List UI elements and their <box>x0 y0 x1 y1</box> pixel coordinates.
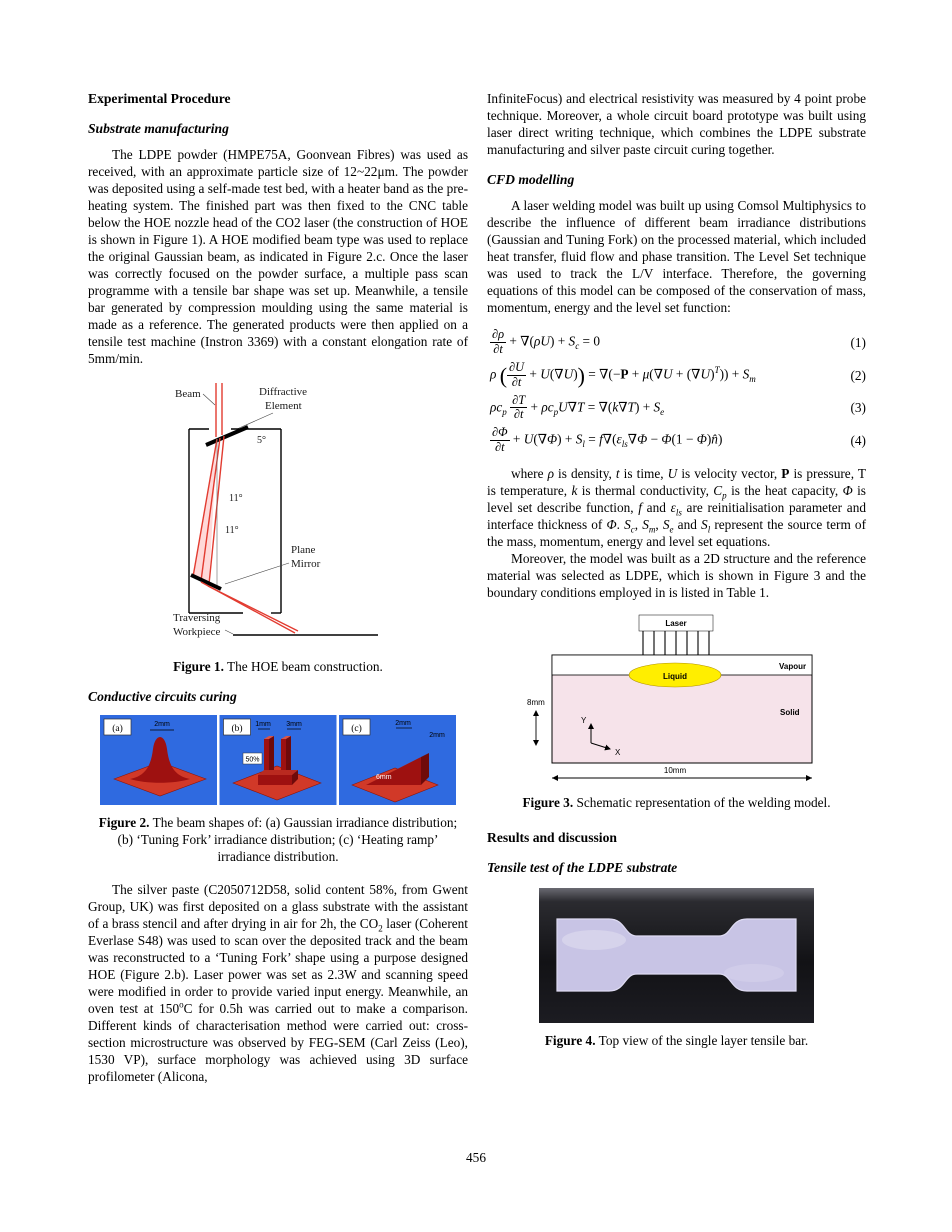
leader-line-mirror <box>225 563 289 584</box>
label-axis-x: X <box>614 748 620 758</box>
equation-1-body: $\frac{\partial\rho}{\partial t}$ + $\nabla(\rho U) + S_c = 0$ <box>492 327 600 356</box>
figure-3-welding-model <box>487 613 866 789</box>
leader-line-diffractive <box>237 413 273 429</box>
equation-3 <box>487 394 866 423</box>
figure-2-caption-label: Figure 2. <box>98 815 150 830</box>
equation-3-body: $\rho c_p$ $\frac{\partial T}{\partial t}$ + $\rho c_pU\nabla T = \nabla(k\nabla T) + S_e$ <box>490 392 665 422</box>
equation-1 <box>487 328 866 357</box>
subheading-conductive-circuits-curing: Conductive circuits curing <box>88 689 237 704</box>
figure-2-caption-text: The beam shapes of: (a) Gaussian irradiance distribution; (b) ‘Tuning Fork’ irradiance distribution; (c) ‘Heating ramp’ irradiance distribution. <box>117 815 458 864</box>
para-cfd-model: A laser welding model was built up using Comsol Multiphysics to describe the influence of different beam irradiance distributions (Gaussian and Tuning Fork) on the processed material, which included heat transfer, fluid flow and phase transition. The Level Set technique was used to track the L/V interface. Therefore, the governing equations of this model can be composed of the conservation of mass, momentum, energy and the level set function: <box>487 198 866 315</box>
left-column <box>88 90 468 1085</box>
panel-c-dim-2mm-a: 2mm <box>395 720 411 727</box>
label-traversing: Traversing <box>173 612 221 624</box>
dim-8mm-arrow <box>533 710 539 746</box>
panel-c-dim-2mm-b: 2mm <box>429 732 445 739</box>
diverging-beam-fan <box>193 436 224 586</box>
para-moreover: Moreover, the model was built as a 2D structure and the reference material was selected as LDPE, which is shown in Figure 3 and the boundary conditions employed in is listed in Table 1. <box>487 551 866 601</box>
label-angle-11a: 11° <box>229 493 243 504</box>
panel-b-label: (b) <box>231 724 243 734</box>
para-where-definitions: where ρ is density, t is time, U is velocity vector, P is pressure, T is temperature, k is thermal conductivity, $C_p$ is the heat capacity, Φ is level set describe function, f and $\varepsilon_{ls}$ are reinitialisation parameter and interface thickness of Φ. $S_c$, $S_m$, $S_e$ and $S_l$ represent the source term of the mass, momentum, energy and level set equations. <box>487 466 866 550</box>
page-number: 456 <box>466 1150 486 1165</box>
label-angle-11b: 11° <box>225 525 239 536</box>
label-workpiece: Workpiece <box>173 626 221 638</box>
dim-10mm-arrow <box>552 775 812 781</box>
subheading-substrate-manufacturing: Substrate manufacturing <box>88 121 229 136</box>
figure-4-tensile-bar-photo <box>487 888 866 1027</box>
panel-b-dim-3mm: 3mm <box>286 721 302 728</box>
equation-4 <box>487 426 866 455</box>
label-diffractive: Diffractive <box>259 386 308 398</box>
dim-8mm: 8mm <box>526 698 545 708</box>
leader-line-workpiece <box>225 630 233 634</box>
label-vapour: Vapour <box>778 662 806 672</box>
incoming-beam-lines <box>216 383 222 437</box>
figure-1-caption-label: Figure 1. <box>173 659 224 674</box>
dim-10mm: 10mm <box>663 766 686 776</box>
equation-4-number: (4) <box>850 433 866 449</box>
beam-shapes-image <box>100 715 456 805</box>
subheading-cfd-modelling: CFD modelling <box>487 172 575 187</box>
label-axis-y: Y <box>580 716 586 726</box>
specimen-highlight-right <box>724 964 784 982</box>
figure-3-caption <box>489 794 864 811</box>
heading-results-discussion: Results and discussion <box>487 830 617 846</box>
label-element: Element <box>265 400 302 412</box>
figure-1-caption <box>90 658 466 675</box>
equation-2-number: (2) <box>850 367 866 383</box>
right-column <box>487 90 866 1049</box>
equation-3-number: (3) <box>850 400 866 416</box>
label-plane: Plane <box>291 544 316 556</box>
label-liquid: Liquid <box>662 672 687 682</box>
panel-c-label: (c) <box>351 724 362 734</box>
para-continuation: InfiniteFocus) and electrical resistivity was measured by 4 point probe technique. Moreover, a whole circuit board prototype was built using laser direct writing technique, which combines the LDPE substrate manufacturing and silver paste circuit curing together. <box>487 91 866 157</box>
equation-2 <box>487 361 866 390</box>
para-silver-paste: The silver paste (C2050712D58, solid content 58%, from Gwent Group, UK) was first deposited on a glass substrate with the assistant of a brass stencil and after drying in air for 2h, the $CO_2$ laser (Coherent Everlase S48) was used to scan over the deposited track and the beam was reconstructed to a ‘Tuning Fork’ shape using a purpose designed HOE (Figure 2.b). Laser power was set as 2.3W and scanning speed were modified in order to provide varied input energy. Meanwhile, an oven test at 150$^o$C for 0.5h was carried out to make a comparison. Different kinds of characterisation method were carried out: cross-section microstructure was observed by FEG-SEM (Carl Zeiss (Leo), 1530 VP), surface morphology was achieved using 3D surface profilometer (Alicona, <box>88 882 468 1084</box>
panel-b-dim-50pct: 50% <box>245 756 260 764</box>
figure-4-caption-label: Figure 4. <box>544 1033 596 1049</box>
figure-2-beam-shapes <box>88 715 468 809</box>
leader-line-beam <box>203 394 215 405</box>
equations-block <box>487 328 866 455</box>
figure-4-caption-text: Top view of the single layer tensile bar. <box>595 1033 809 1049</box>
figure-1-hoe-diagram <box>88 381 468 653</box>
equation-1-number: (1) <box>850 334 866 350</box>
label-solid: Solid <box>779 708 800 718</box>
figure-3-caption-label: Figure 3. <box>522 795 574 811</box>
subheading-tensile-test: Tensile test of the LDPE substrate <box>487 860 678 876</box>
figure-2-caption <box>90 814 466 865</box>
figure-3-caption-text: Schematic representation of the welding model. <box>573 795 831 811</box>
welding-model-schematic <box>527 613 827 785</box>
label-beam: Beam <box>175 388 201 400</box>
panel-a-label: (a) <box>112 724 123 734</box>
panel-c-dim-6mm: 6mm <box>376 774 392 781</box>
hoe-beam-diagram <box>173 381 383 649</box>
diffractive-element-bar <box>206 427 248 445</box>
figure-1-caption-text: The HOE beam construction. <box>223 659 383 674</box>
label-laser: Laser <box>664 619 687 629</box>
specimen-highlight-left <box>562 930 626 950</box>
panel-b-dim-1mm: 1mm <box>255 721 271 728</box>
figure-4-caption <box>489 1032 864 1049</box>
label-mirror: Mirror <box>291 558 321 570</box>
para-substrate-manufacturing: The LDPE powder (HMPE75A, Goonvean Fibres) was used as received, with an approximate particle size of 12~22μm. The powder was deposited using a self-made test bed, with a heater band as the pre-heating system. The finished part was then fixed to the CNC table below the HOE nozzle head of the CO2 laser (the construction of HOE is shown in Figure 1). A HOE modified beam type was used to replace the original Gaussian beam, as indicated in Figure 2.c. Once the laser was correctly focused on the powder surface, a multiple pass scan programme with a tensile bar shape was set up. Meanwhile, a tensile bar generated by compression moulding using the same material is made as a reference. The generated products were then applied on a tensile test machine (Instron 3369) with a constant elongation rate of 5mm/min. <box>88 147 468 366</box>
equation-2-body: ρ ( $\frac{\partial U}{\partial t}$ + $U(\nabla U)) = \nabla(-P + \mu(\nabla U + (\nabla U)^T)) + S_m$ <box>490 359 756 389</box>
heading-experimental-procedure: Experimental Procedure <box>88 91 231 106</box>
tensile-bar-photo <box>539 888 814 1023</box>
panel-a-dim-2mm: 2mm <box>154 721 170 728</box>
label-angle-5: 5° <box>257 435 266 446</box>
equation-4-body: $\frac{\partial\Phi}{\partial t}$ + $U(\nabla\Phi) + S_l = f\nabla(\varepsilon_{ls}\nabla\Phi - \Phi(1$ − Φ)n̂) <box>492 425 723 455</box>
